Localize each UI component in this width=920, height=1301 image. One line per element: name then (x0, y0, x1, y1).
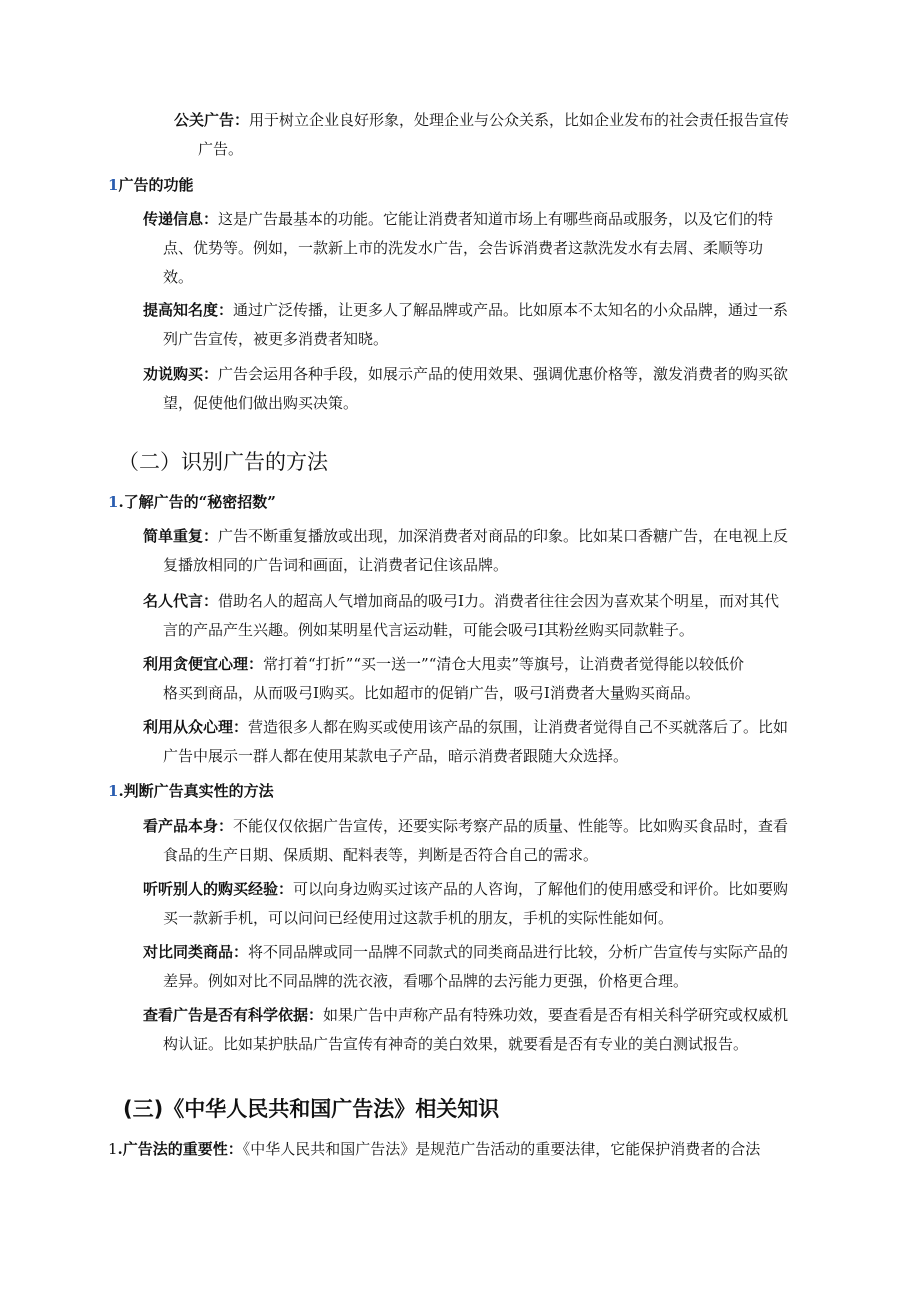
functions-heading (108, 171, 193, 200)
method-line: 不能仅仅依据广告宣传，还要实际考察产品的质量、性能等。比如购买食品时，查看 (233, 817, 789, 835)
sub2-num: 1 (108, 782, 119, 800)
pr-ad-term: 公关广告： (174, 111, 250, 129)
tactic-term: 名人代言： (143, 592, 219, 610)
law-line1: 《中华人民共和国广告法》是规范广告活动的重要法律，它能保护消费者的合法 (242, 1140, 761, 1158)
method-item-compare (143, 938, 823, 996)
law-num: 1 (108, 1140, 118, 1158)
method-term: 对比同类商品： (143, 943, 249, 961)
function-term: 劝说购买： (143, 365, 219, 383)
function-item-persuade (143, 360, 823, 418)
sub2-title: .判断广告真实性的方法 (118, 782, 274, 800)
method-term: 听听别人的购买经验： (143, 880, 294, 898)
tactic-line: 复播放相同的广告词和画面，让消费者记住该品牌。 (163, 556, 509, 574)
method-line: 食品的生产日期、保质期、配料表等，判断是否符合自己的需求。 (163, 846, 599, 864)
function-line: 效。 (163, 268, 194, 286)
law-term: .广告法的重要性： (117, 1140, 243, 1158)
method-line: 构认证。比如某护肤品广告宣传有神奇的美白效果，就要看是否有专业的美白测试报告。 (163, 1035, 749, 1053)
tactic-term: 利用从众心理： (143, 718, 249, 736)
method-item-product (143, 812, 823, 870)
function-item-inform (143, 205, 823, 292)
function-line: 广告会运用各种手段，如展示产品的使用效果、强调优惠价格等，激发消费者的购买欲 (218, 365, 789, 383)
function-line: 通过广泛传播，让更多人了解品牌或产品。比如原本不太知名的小众品牌，通过一系 (233, 301, 789, 319)
function-term: 提高知名度： (143, 301, 234, 319)
section2-title: （二）识别广告的方法 (118, 450, 328, 474)
method-line: 差异。例如对比不同品牌的洗衣液，看哪个品牌的去污能力更强，价格更合理。 (163, 972, 689, 990)
section3-title: (三)《中华人民共和国广告法》相关知识 (123, 1097, 500, 1121)
functions-num: 1 (108, 176, 119, 194)
method-line: 可以向身边购买过该产品的人咨询，了解他们的使用感受和评价。比如要购 (293, 880, 789, 898)
tactic-item-celebrity (143, 587, 823, 645)
tactic-line: 格买到商品，从而吸弓I购买。比如超市的促销广告，吸弓I消费者大量购买商品。 (163, 684, 700, 702)
tactic-term: 利用贪便宜心理： (143, 655, 264, 673)
tactic-line: 借助名人的超高人气增加商品的吸弓I力。消费者往往会因为喜欢某个明星，而对其代 (218, 592, 779, 610)
sub1-num: 1 (108, 493, 119, 511)
method-line: 将不同品牌或同一品牌不同款式的同类商品进行比较，分析广告宣传与实际产品的 (248, 943, 789, 961)
method-line: 买一款新手机，可以问问已经使用过这款手机的朋友，手机的实际性能如何。 (163, 909, 674, 927)
tactic-item-herd (143, 713, 823, 771)
method-term: 看产品本身： (143, 817, 234, 835)
method-item-experience (143, 875, 823, 933)
method-line: 如果广告中声称产品有特殊功效，要查看是否有相关科学研究或权威机 (323, 1006, 789, 1024)
section2-sub2-heading (108, 777, 274, 806)
tactic-line: 营造很多人都在购买或使用该产品的氛围，让消费者觉得自己不买就落后了。比如 (248, 718, 789, 736)
functions-title: 广告的功能 (118, 176, 194, 194)
method-term: 查看广告是否有科学依据： (143, 1006, 324, 1024)
tactic-line: 广告不断重复播放或出现，加深消费者对商品的印象。比如某口香糖广告，在电视上反 (218, 527, 789, 545)
tactic-line: 常打着“打折”“买一送一”“清仓大甩卖”等旗号，让消费者觉得能以较低价 (263, 655, 745, 673)
function-line: 点、优势等。例如，一款新上市的洗发水广告，会告诉消费者这款洗发水有去屑、柔顺等功 (163, 239, 764, 257)
function-item-awareness (143, 296, 823, 354)
function-line: 列广告宣传，被更多消费者知晓。 (163, 330, 389, 348)
function-line: 这是广告最基本的功能。它能让消费者知道市场上有哪些商品或服务，以及它们的特 (218, 210, 774, 228)
tactic-line: 言的产品产生兴趣。例如某明星代言运动鞋，可能会吸弓I其粉丝购买同款鞋子。 (163, 621, 694, 639)
law-importance-paragraph (108, 1135, 828, 1164)
method-item-science (143, 1001, 823, 1059)
tactic-item-bargain (143, 650, 823, 708)
function-line: 望，促使他们做出购买决策。 (163, 394, 359, 412)
sub1-title: .了解广告的“秘密招数” (118, 493, 276, 511)
function-term: 传递信息： (143, 210, 219, 228)
tactic-item-repeat (143, 522, 823, 580)
pr-ad-paragraph (174, 106, 824, 164)
pr-ad-line2: 广告。 (198, 140, 244, 158)
pr-ad-line1: 用于树立企业良好形象，处理企业与公众关系，比如企业发布的社会责任报告宣传 (249, 111, 790, 129)
tactic-term: 简单重复： (143, 527, 219, 545)
section2-sub1-heading (108, 488, 276, 517)
tactic-line: 广告中展示一群人都在使用某款电子产品，暗示消费者跟随大众选择。 (163, 747, 629, 765)
